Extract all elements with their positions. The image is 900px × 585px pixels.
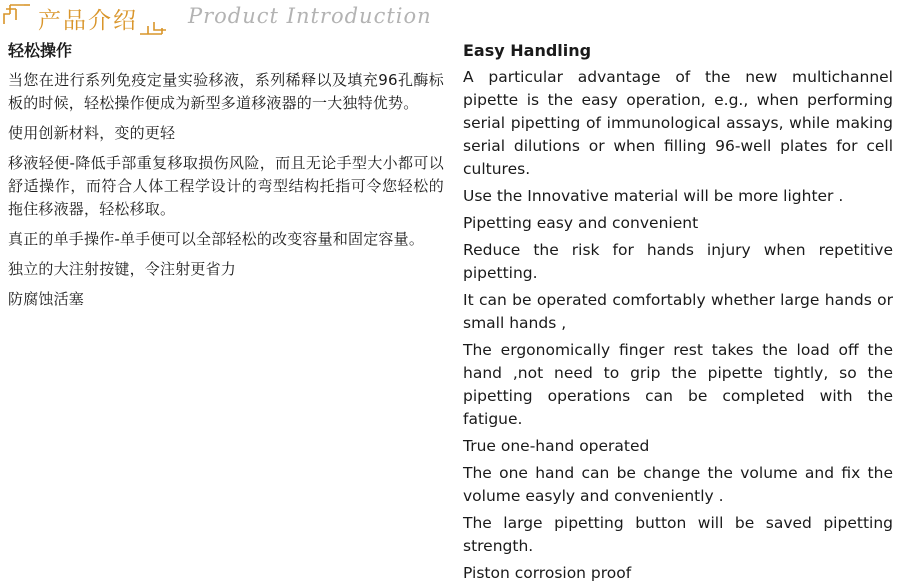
chinese-paragraph: 真正的单手操作-单手便可以全部轻松的改变容量和固定容量。	[8, 230, 425, 248]
section-title-chinese: 产品介绍	[38, 8, 138, 34]
english-paragraph: The one hand can be change the volume and fix the volume easyly and conveniently .	[463, 464, 893, 505]
english-paragraph: The large pipetting button will be saved pipetting strength.	[463, 514, 893, 555]
section-title-english: Product Introduction	[188, 4, 432, 28]
english-paragraph: The ergonomically finger rest takes the load off the hand ,not need to grip the pipette tightly, so the pipetting operations can be completed with the fatigue.	[463, 341, 893, 428]
chinese-paragraph: 移液轻便-降低手部重复移取损伤风险，而且无论手型大小都可以舒适操作，而符合人体工程学设计的弯型结构托指可令您轻松的拖住移液器，轻松移取。	[8, 154, 444, 218]
english-paragraph: True one-hand operated	[463, 437, 650, 455]
english-heading: Easy Handling	[463, 41, 592, 60]
chinese-paragraph: 使用创新材料，变的更轻	[8, 124, 176, 142]
chinese-column	[8, 40, 444, 311]
chinese-paragraph: 独立的大注射按键，令注射更省力	[8, 260, 237, 278]
chinese-heading: 轻松操作	[8, 41, 73, 60]
chinese-paragraph: 当您在进行系列免疫定量实验移液，系列稀释以及填充96孔酶标板的时候，轻松操作便成为新型多道移液器的一大独特优势。	[8, 71, 444, 112]
english-paragraph: Pipetting easy and convenient	[463, 214, 699, 232]
section-header	[0, 0, 900, 38]
english-paragraph: Use the Innovative material will be more lighter .	[463, 187, 844, 205]
english-paragraph: It can be operated comfortably whether large hands or small hands ,	[463, 291, 893, 332]
english-paragraph: A particular advantage of the new multichannel pipette is the easy operation, e.g., when performing serial pipetting of immunological assays, while making serial dilutions or when filling 96-well plates for cell cultures.	[463, 68, 893, 178]
english-column	[463, 40, 893, 585]
english-paragraph: Reduce the risk for hands injury when repetitive pipetting.	[463, 241, 893, 282]
chinese-paragraph: 防腐蚀活塞	[8, 290, 85, 308]
english-paragraph: Piston corrosion proof	[463, 564, 632, 582]
